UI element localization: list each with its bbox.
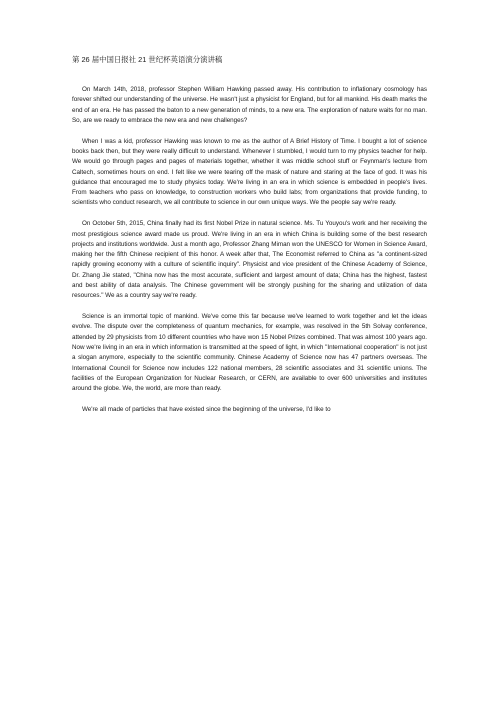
paragraph-china-science: On October 5th, 2015, China finally had its first Nobel Prize in natural science. Ms. Tu Youyou's work and her receiving the most prestigious science award made us proud. We're living in an era in which China is building some of the best research projects and institutions worldwide. Just a month ago, Professor Zhang Miman won the UNESCO for Women in Science Award, making her the fifth Chinese recipient of this honor. A week after that, The Economist referred to China as "a continent-sized rapidly growing economy with a culture of scientific inquiry". Physicist and vice president of the Chinese Academy of Science, Dr. Zhang Jie stated, "China now has the most accurate, sufficient and largest amount of data; China has the highest, fastest and best ability of data analysis. The Chinese government will be strongly pushing for the sharing and utilization of data resources." We as a country say we're ready. <box>72 220 427 300</box>
paragraph-hawking: On March 14th, 2018, professor Stephen William Hawking passed away. His contribution to inflationary cosmology has forever shifted our understanding of the universe. He wasn't just a physicist for England, but for all mankind. His death marks the end of an era. He has passed the baton to a new generation of minds, to a new era. The exploration of nature waits for no man. So, are we ready to embrace the new era and new challenges? <box>72 86 427 124</box>
document-title: 第 26 届中国日报社 21 世纪杯英语演分演讲稿 <box>72 55 223 64</box>
paragraph-cooperation: Science is an immortal topic of mankind. We've come this far because we've learned to work together and let the ideas evolve. The dispute over the completeness of quantum mechanics, for example, was resolved in the 5th Solvay conference, attended by 29 physicists from 10 different countries who have won 15 Nobel Prizes combined. That was almost 100 years ago. Now we're living in an era in which information is transmitted at the speed of light, in which "International cooperation" is not just a slogan anymore, especially to the scientific community. Chinese Academy of Science now has 47 partners overseas. The International Council for Science now includes 122 national members, 28 scientific associates and 31 scientific unions. The facilities of the European Organization for Nuclear Research, or CERN, are available to over 600 universities and institutes around the globe. We, the world, are more than ready. <box>72 313 427 393</box>
paragraph-particles: We're all made of particles that have existed since the beginning of the universe, I'd like to <box>82 406 331 414</box>
paragraph-childhood: When I was a kid, professor Hawking was known to me as the author of A Brief History of Time. I bought a lot of science books back then, but they were really difficult to understand. Whenever I stumbled, I would turn to my physics teacher for help. We would go through pages and pages of materials together, whether it was middle school stuff or Feynman's lecture from Caltech, sometimes hours on end. I felt like we were tearing off the mask of nature and staring at the face of god. It was his guidance that encouraged me to study physics today. We're living in an era in which science is embedded in people's lives. From teachers who pass on knowledge, to construction workers who build labs; from organizations that provide funding, to scientists who conduct research, we all contribute to science in our own unique ways. We the people say we're ready. <box>72 137 427 207</box>
document-body <box>72 55 427 426</box>
